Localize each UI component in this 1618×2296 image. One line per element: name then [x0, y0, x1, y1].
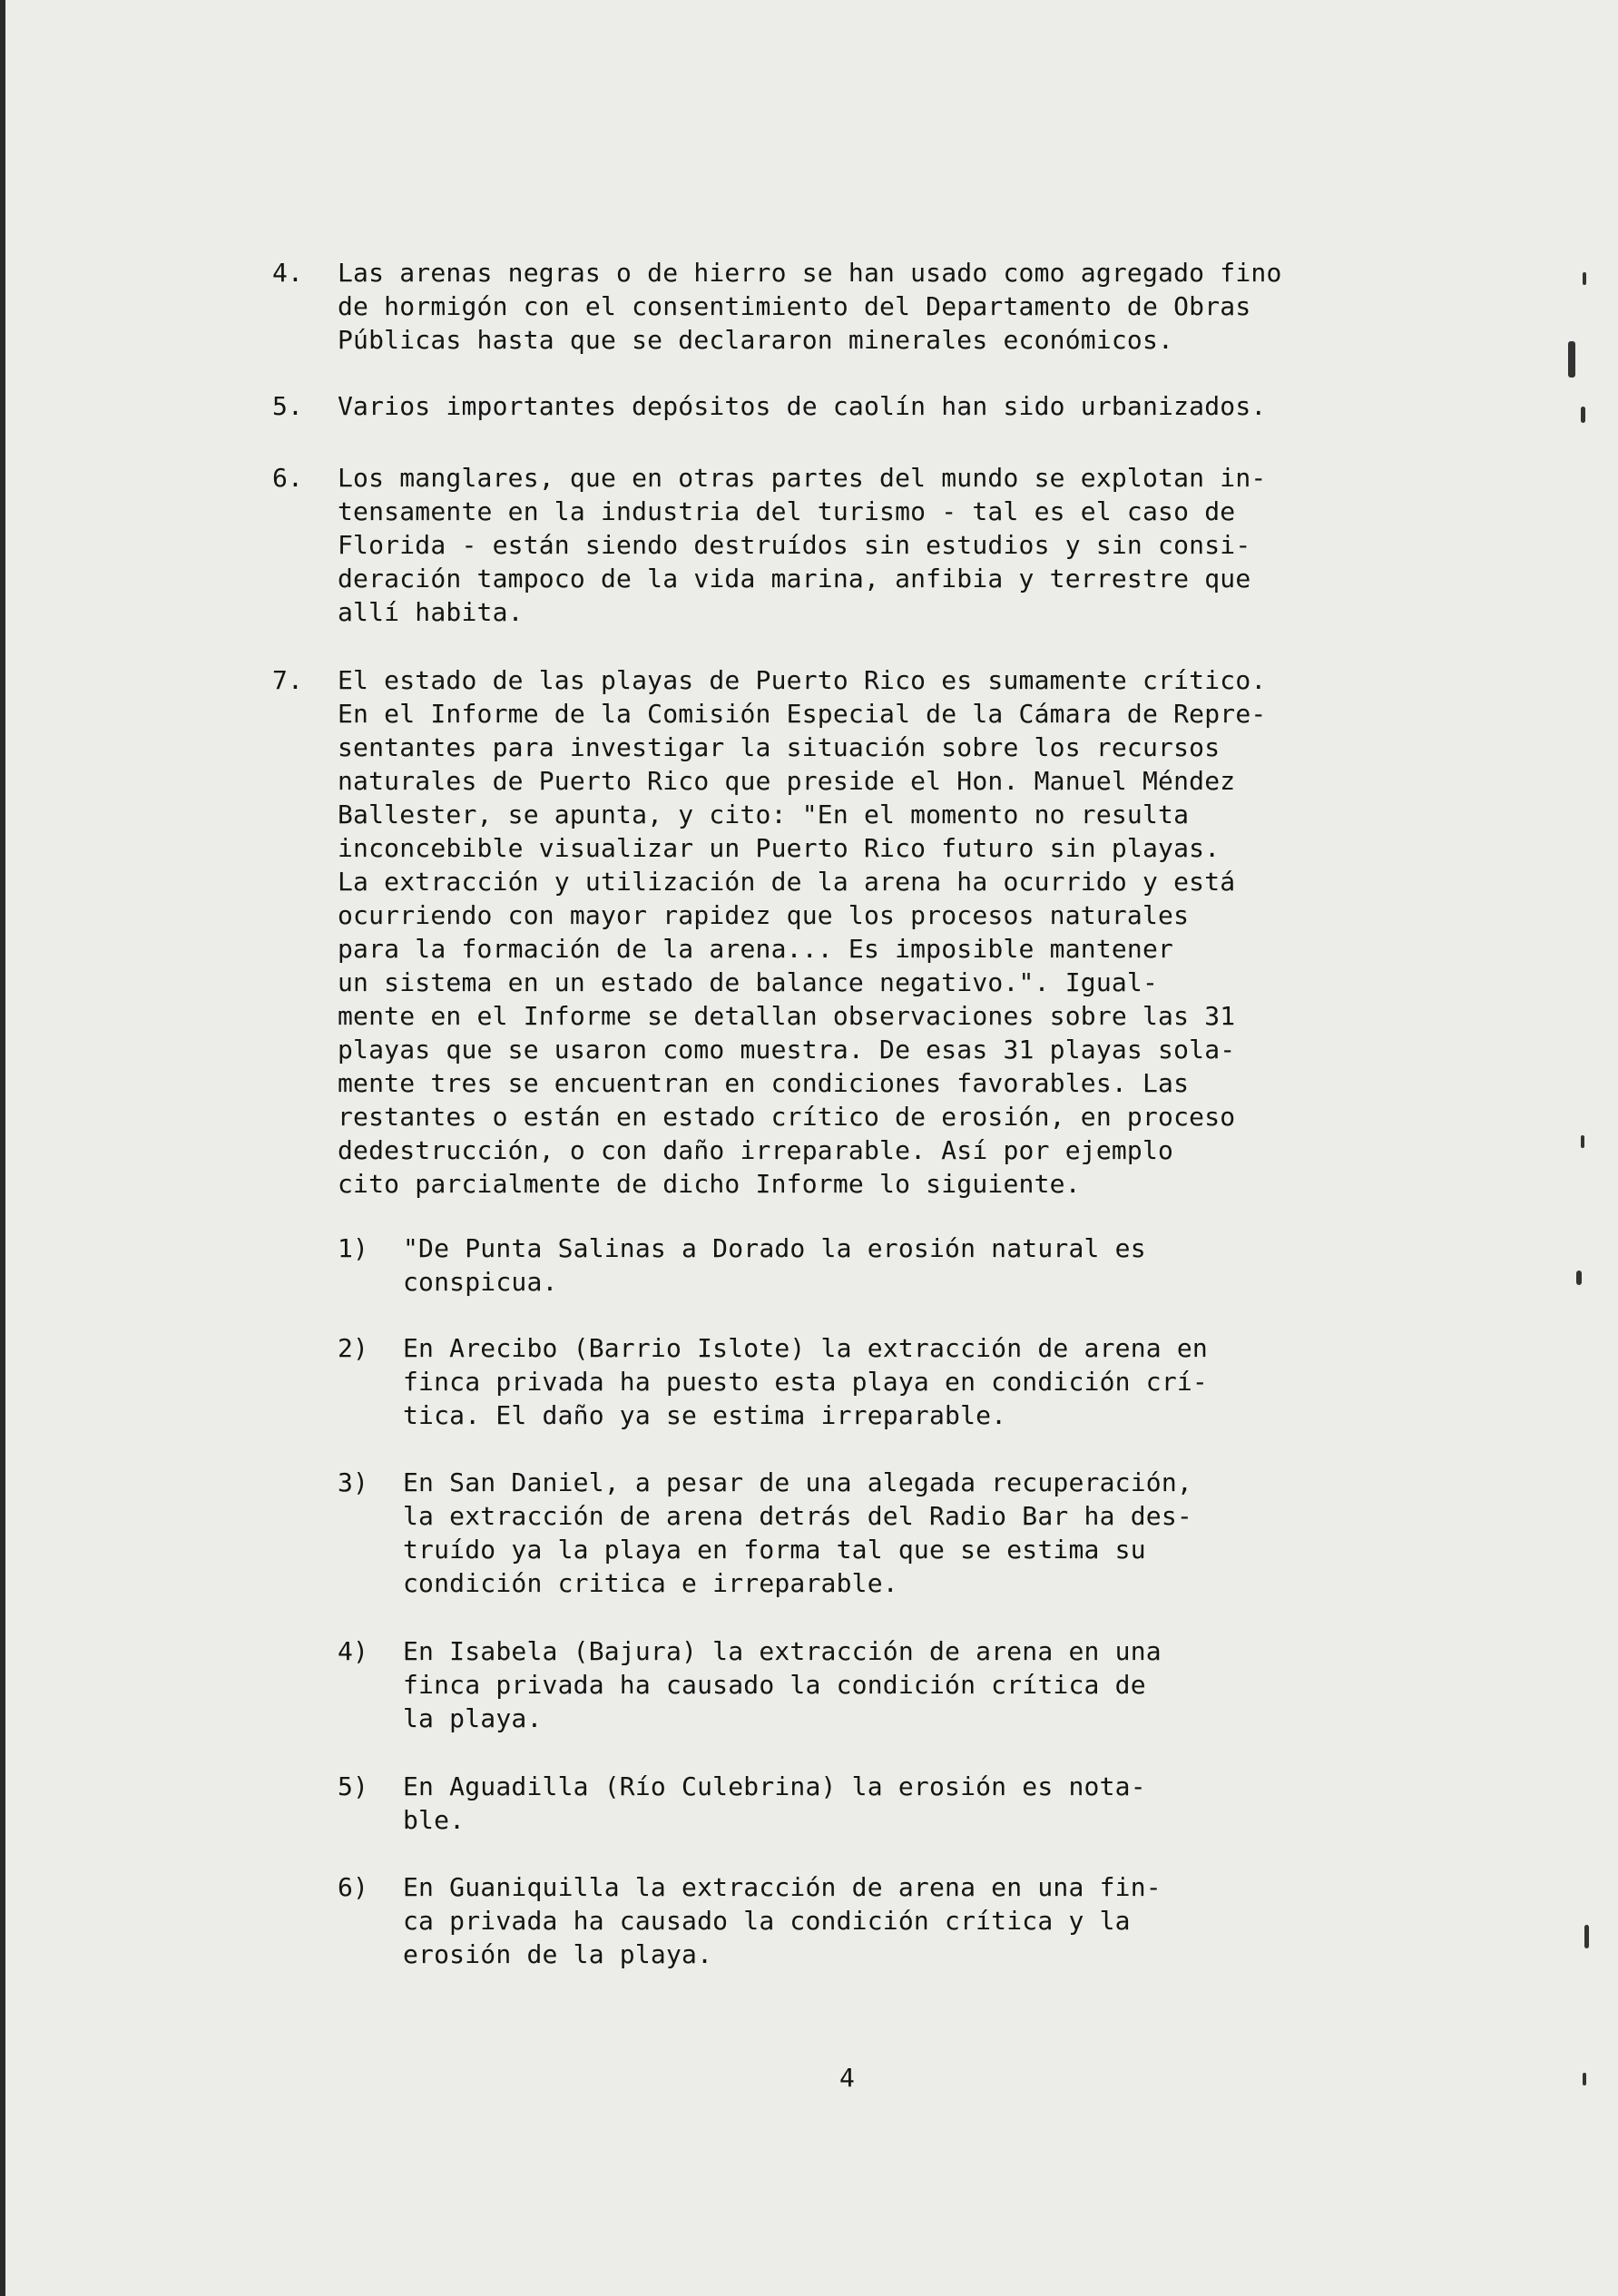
item-line: para la formación de la arena... Es imposible mantener: [338, 934, 1174, 964]
sub-item-line: En Arecibo (Barrio Islote) la extracción de arena en: [403, 1333, 1208, 1363]
item-line: restantes o están en estado crítico de erosión, en proceso: [338, 1102, 1236, 1132]
item-line: Florida - están siendo destruídos sin estudios y sin consi-: [338, 530, 1251, 560]
item-line: Las arenas negras o de hierro se han usado como agregado fino: [338, 258, 1282, 288]
item-line: Varios importantes depósitos de caolín han sido urbanizados.: [338, 391, 1267, 421]
scan-mark: [1584, 1925, 1589, 1948]
sub-item-line: la playa.: [403, 1703, 543, 1733]
item-line: Ballester, se apunta, y cito: "En el momento no resulta: [338, 800, 1190, 829]
sub-item-line: truído ya la playa en forma tal que se estima su: [403, 1535, 1146, 1565]
scan-mark: [1583, 2073, 1586, 2085]
item-line: La extracción y utilización de la arena ha ocurrido y está: [338, 867, 1236, 897]
sub-item-line: En Aguadilla (Río Culebrina) la erosión es nota-: [403, 1771, 1146, 1801]
sub-item-line: erosión de la playa.: [403, 1939, 713, 1969]
sub-item-line: conspicua.: [403, 1267, 558, 1297]
scan-mark: [1568, 341, 1575, 378]
item-line: allí habita.: [338, 597, 524, 627]
sub-item-number: 1): [338, 1233, 369, 1263]
sub-item-number: 2): [338, 1333, 369, 1363]
item-number: 6.: [272, 463, 304, 493]
scan-mark: [1583, 272, 1586, 285]
sub-item-line: finca privada ha causado la condición crítica de: [403, 1670, 1146, 1700]
item-line: En el Informe de la Comisión Especial de la Cámara de Repre-: [338, 699, 1267, 729]
item-line: tensamente en la industria del turismo - tal es el caso de: [338, 496, 1236, 526]
sub-item-line: ca privada ha causado la condición crítica y la: [403, 1906, 1131, 1936]
sub-item-number: 5): [338, 1771, 369, 1801]
sub-item-line: En Isabela (Bajura) la extracción de arena en una: [403, 1636, 1162, 1666]
sub-item-number: 3): [338, 1467, 369, 1497]
sub-item-number: 6): [338, 1872, 369, 1902]
item-line: ocurriendo con mayor rapidez que los procesos naturales: [338, 900, 1190, 930]
scan-mark: [1576, 1271, 1582, 1285]
item-line: mente en el Informe se detallan observaciones sobre las 31: [338, 1001, 1236, 1031]
item-line: mente tres se encuentran en condiciones favorables. Las: [338, 1068, 1190, 1098]
sub-item-line: En Guaniquilla la extracción de arena en una fin-: [403, 1872, 1162, 1902]
item-line: inconcebible visualizar un Puerto Rico futuro sin playas.: [338, 833, 1221, 863]
item-line: sentantes para investigar la situación sobre los recursos: [338, 732, 1221, 762]
scan-mark: [1581, 1135, 1584, 1148]
sub-item-line: condición critica e irreparable.: [403, 1568, 898, 1598]
sub-item-number: 4): [338, 1636, 369, 1666]
item-line: Públicas hasta que se declararon minerales económicos.: [338, 325, 1174, 355]
item-line: dedestrucción, o con daño irreparable. Así por ejemplo: [338, 1135, 1174, 1165]
item-line: un sistema en un estado de balance negativo.". Igual-: [338, 967, 1159, 997]
page-edge-shadow: [0, 0, 5, 2296]
item-line: El estado de las playas de Puerto Rico es sumamente crítico.: [338, 665, 1267, 695]
sub-item-line: ble.: [403, 1805, 466, 1835]
item-number: 4.: [272, 258, 304, 288]
page-number: 4: [839, 2063, 855, 2093]
sub-item-line: En San Daniel, a pesar de una alegada recuperación,: [403, 1467, 1192, 1497]
item-line: playas que se usaron como muestra. De esas 31 playas sola-: [338, 1035, 1236, 1065]
sub-item-line: tica. El daño ya se estima irreparable.: [403, 1400, 1007, 1430]
item-line: Los manglares, que en otras partes del mundo se explotan in-: [338, 463, 1267, 493]
item-number: 5.: [272, 391, 304, 421]
scan-mark: [1581, 407, 1585, 423]
sub-item-line: finca privada ha puesto esta playa en condición crí-: [403, 1367, 1208, 1397]
item-line: naturales de Puerto Rico que preside el Hon. Manuel Méndez: [338, 766, 1236, 796]
item-line: deración tampoco de la vida marina, anfibia y terrestre que: [338, 564, 1251, 594]
item-number: 7.: [272, 665, 304, 695]
sub-item-line: la extracción de arena detrás del Radio Bar ha des-: [403, 1501, 1192, 1531]
item-line: cito parcialmente de dicho Informe lo siguiente.: [338, 1169, 1081, 1199]
sub-item-line: "De Punta Salinas a Dorado la erosión natural es: [403, 1233, 1146, 1263]
item-line: de hormigón con el consentimiento del Departamento de Obras: [338, 291, 1251, 321]
